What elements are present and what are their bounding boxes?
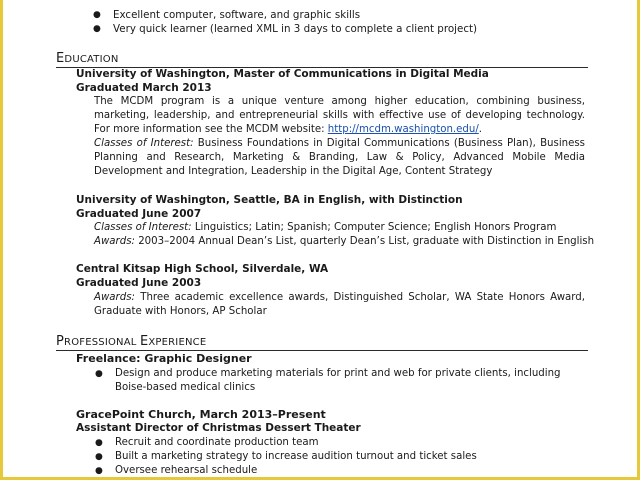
list-item (95, 367, 569, 395)
education-entry-title: Central Kitsap High School, Silverdale, WA (76, 263, 329, 275)
education-entry-date: Graduated March 2013 (76, 82, 212, 94)
bullet-text: Recruit and coordinate production team (115, 437, 319, 448)
bullet-text: Oversee rehearsal schedule (115, 465, 258, 476)
list-item (95, 436, 319, 450)
education-entry-awards: Awards: Three academic excellence awards, Distinguished Scholar, WA State Honors Award, Graduate with Honors, AP Scholar (94, 292, 585, 317)
resume-page (3, 0, 637, 477)
bullet-icon: ● (93, 24, 101, 34)
list-item (95, 464, 258, 477)
bullet-icon: ● (95, 466, 103, 476)
education-entry-classes: Classes of Interest: Linguistics; Latin; Spanish; Computer Science; English Honors Program (94, 222, 557, 233)
bullet-text: Built a marketing strategy to increase audition turnout and ticket sales (115, 451, 477, 462)
education-entry-description: The MCDM program is a unique venture among higher education, combining business, marketing, leadership, and entrepreneurial skills with effective use of developing technology. For more information see the MCDM website: http://mcdm.washington.edu/. (94, 96, 585, 135)
bullet-icon: ● (95, 438, 103, 448)
education-entry-date: Graduated June 2007 (76, 208, 202, 220)
mcdm-website-link[interactable]: http://mcdm.washington.edu/ (327, 124, 479, 135)
list-item (93, 9, 361, 21)
job-title: Freelance: Graphic Designer (76, 352, 252, 365)
education-entry-date: Graduated June 2003 (76, 277, 202, 289)
education-entry-title: University of Washington, Master of Communications in Digital Media (76, 68, 489, 80)
education-entry-classes: Classes of Interest: Business Foundations in Digital Communications (Business Plan), Business Planning and Research, Marketing & Branding, Law & Policy, Advanced Mobile Media Development and Integration, Leadership in the Digital Age, Content Strategy (94, 138, 585, 177)
bullet-text: Design and produce marketing materials for print and web for private clients, including Boise-based medical clinics (115, 368, 561, 393)
section-heading-education: EDUCATION (56, 50, 588, 68)
bullet-text: Excellent computer, software, and graphic skills (113, 9, 361, 21)
bullet-icon: ● (95, 452, 103, 462)
list-item (93, 23, 478, 35)
education-entry-title: University of Washington, Seattle, BA in English, with Distinction (76, 194, 463, 206)
job-title: GracePoint Church, March 2013–Present (76, 408, 326, 421)
bullet-icon: ● (93, 10, 101, 20)
education-entry-awards: Awards: 2003–2004 Annual Dean’s List, quarterly Dean’s List, graduate with Distinction in English (94, 236, 595, 247)
section-heading-experience: PROFESSIONAL EXPERIENCE (56, 333, 588, 351)
bullet-text: Very quick learner (learned XML in 3 days to complete a client project) (113, 23, 478, 35)
list-item (95, 450, 477, 464)
job-subtitle: Assistant Director of Christmas Dessert Theater (76, 422, 361, 434)
bullet-icon: ● (95, 369, 103, 379)
